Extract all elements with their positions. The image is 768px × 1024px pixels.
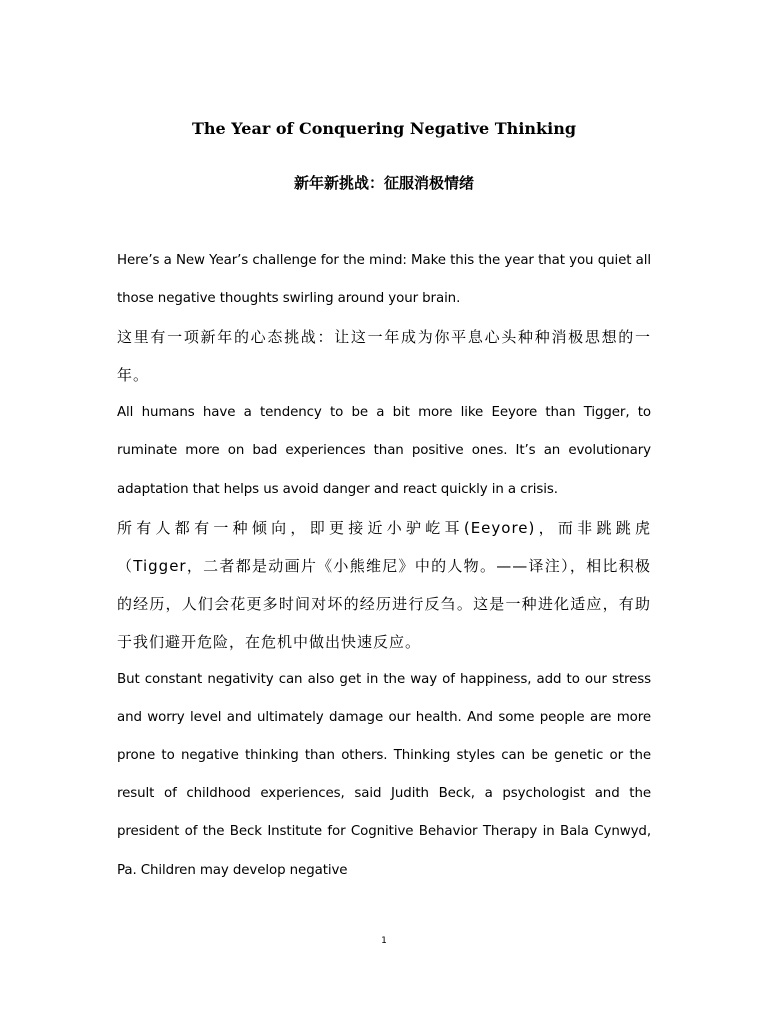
english-title: The Year of Conquering Negative Thinking [191, 119, 577, 138]
paragraph-zh-1: 这里有一项新年的心态挑战：让这一年成为你平息心头种种消极思想的一年。 [117, 328, 651, 385]
page-number: 1 [381, 936, 387, 946]
paragraph-en-3: But constant negativity can also get in the way of happiness, add to our stress and worry level and ultimately damage our health. And some people are more prone to negative thinking than others. Thinking styles can be genetic or the result of childhood experiences, said Judith Beck, a psychologist and the president of the Beck Institute for Cognitive Behavior Therapy in Bala Cynwyd, Pa. Children may develop negative [117, 672, 651, 878]
paragraph-en-1: Here’s a New Year’s challenge for the mind: Make this the year that you quiet all those negative thoughts swirling around your brain. [117, 253, 651, 307]
paragraph-zh-2: 所有人都有一种倾向，即更接近小驴屹耳(Eeyore)，而非跳跳虎（Tigger，二者都是动画片《小熊维尼》中的人物。——译注），相比积极的经历，人们会花更多时间对坏的经历进行反刍。这是一种进化适应，有助于我们避开危险，在危机中做出快速反应。 [117, 518, 651, 651]
body-text [117, 242, 651, 890]
chinese-title: 新年新挑战：征服消极情绪 [293, 174, 474, 192]
paragraph-en-2: All humans have a tendency to be a bit more like Eeyore than Tigger, to ruminate more on bad experiences than positive ones. It’s an evolutionary adaptation that helps us avoid danger and react quickly in a crisis. [117, 405, 651, 497]
